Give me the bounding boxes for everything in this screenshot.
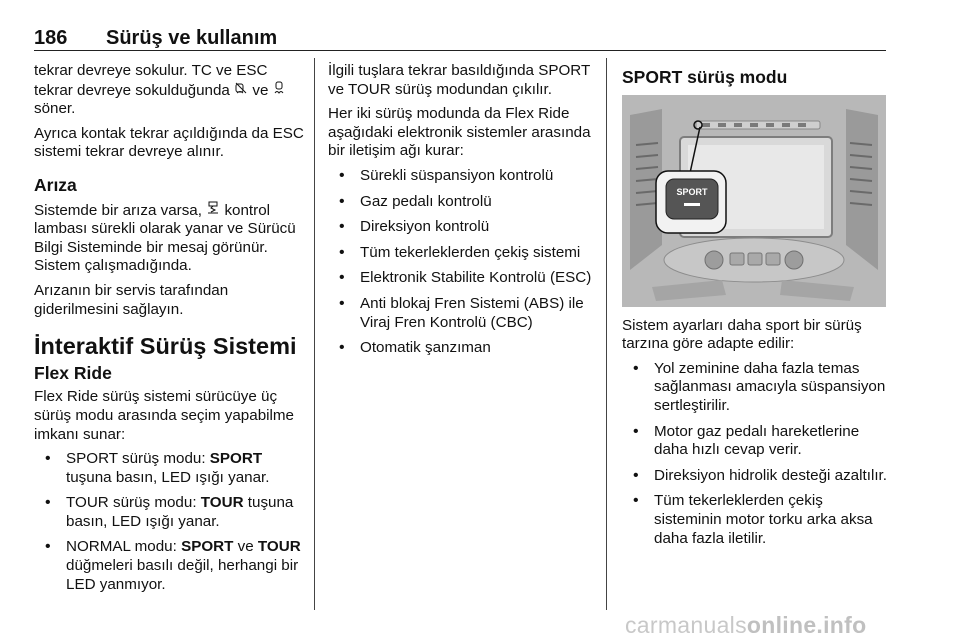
paragraph: İlgili tuşlara tekrar basıldığında SPORT ve TOUR sürüş modundan çıkılır. — [328, 62, 590, 98]
list-item: • NORMAL modu: SPORT ve TOUR düğmeleri basılı değil, herhangi bir LED yanmıyor. — [34, 538, 304, 594]
list-item: • Elektronik Stabilite Kontrolü (ESC) — [328, 269, 596, 288]
page-title: Sürüş ve kullanım — [106, 27, 278, 49]
list-item: • Gaz pedalı kontrolü — [328, 193, 596, 212]
column-divider-1 — [314, 58, 315, 610]
list-item: • Yol zeminine daha fazla temas sağlanması amacıyla süspansiyon sertleştirilir. — [622, 360, 888, 416]
header-rule — [34, 50, 886, 51]
column-2 — [328, 62, 596, 365]
paragraph: Sistem ayarları daha sport bir sürüş tarzına göre adapte edilir: — [622, 316, 862, 353]
list-item: • Tüm tekerleklerden çekiş sistemi — [328, 244, 596, 263]
heading-sport-mode: SPORT sürüş modu — [622, 67, 788, 87]
list-item: • SPORT sürüş modu: SPORT tuşuna basın, LED ışığı yanar. — [34, 450, 304, 487]
column-divider-2 — [606, 58, 607, 610]
paragraph: Ayrıca kontak tekrar açıldığında da ESC sistemi tekrar devreye alınır. — [34, 124, 304, 161]
column-3 — [622, 62, 888, 555]
column-1 — [34, 62, 304, 601]
sport-button-label: SPORT — [676, 186, 708, 197]
suspension-warning-icon — [207, 201, 219, 220]
list-item: • Direksiyon kontrolü — [328, 218, 596, 237]
paragraph: Sistemde bir arıza varsa, kontrol lambası sürekli olarak yanar ve Sürücü Bilgi Sisteminde bir mesaj görünür. Sistem çalışmadığında. — [34, 201, 296, 275]
list-item: • Anti blokaj Fren Sistemi (ABS) ile Viraj Fren Kontrolü (CBC) — [328, 295, 596, 332]
list-item: • TOUR sürüş modu: TOUR tuşuna basın, LED ışığı yanar. — [34, 494, 304, 531]
mode-list — [34, 450, 304, 594]
heading-flex-ride: Flex Ride — [34, 362, 112, 383]
page-number: 186 — [34, 27, 68, 49]
page-header — [34, 27, 277, 50]
watermark: carmanualsonline.info — [625, 612, 867, 638]
list-item: • Otomatik şanzıman — [328, 339, 596, 358]
paragraph: Arızanın bir servis tarafından giderilmesini sağlayın. — [34, 281, 229, 318]
esc-icon — [274, 81, 284, 100]
section-heading: İnteraktif Sürüş Sistemi — [34, 333, 297, 360]
system-list — [328, 167, 596, 358]
paragraph: Flex Ride sürüş sistemi sürücüye üç sürüş modu arasında seçim yapabilme imkanı sunar: — [34, 388, 294, 443]
list-item: • Tüm tekerleklerden çekiş sisteminin motor torku arka aksa daha fazla iletilir. — [622, 492, 888, 548]
list-item: • Direksiyon hidrolik desteği azaltılır. — [622, 467, 888, 486]
paragraph: tekrar devreye sokulur. TC ve ESC tekrar devreye sokulduğunda ve söner. — [34, 62, 304, 119]
dashboard-photo — [622, 95, 886, 307]
list-item: • Sürekli süspansiyon kontrolü — [328, 167, 596, 186]
list-item: • Motor gaz pedalı hareketlerine daha hızlı cevap verir. — [622, 423, 888, 460]
sport-mode-list — [622, 360, 888, 548]
heading-ariza: Arıza — [34, 174, 77, 195]
esc-off-icon — [235, 81, 247, 100]
paragraph: Her iki sürüş modunda da Flex Ride aşağıdaki elektronik sistemler arasında bir iletişim ağı kurar: — [328, 105, 591, 160]
